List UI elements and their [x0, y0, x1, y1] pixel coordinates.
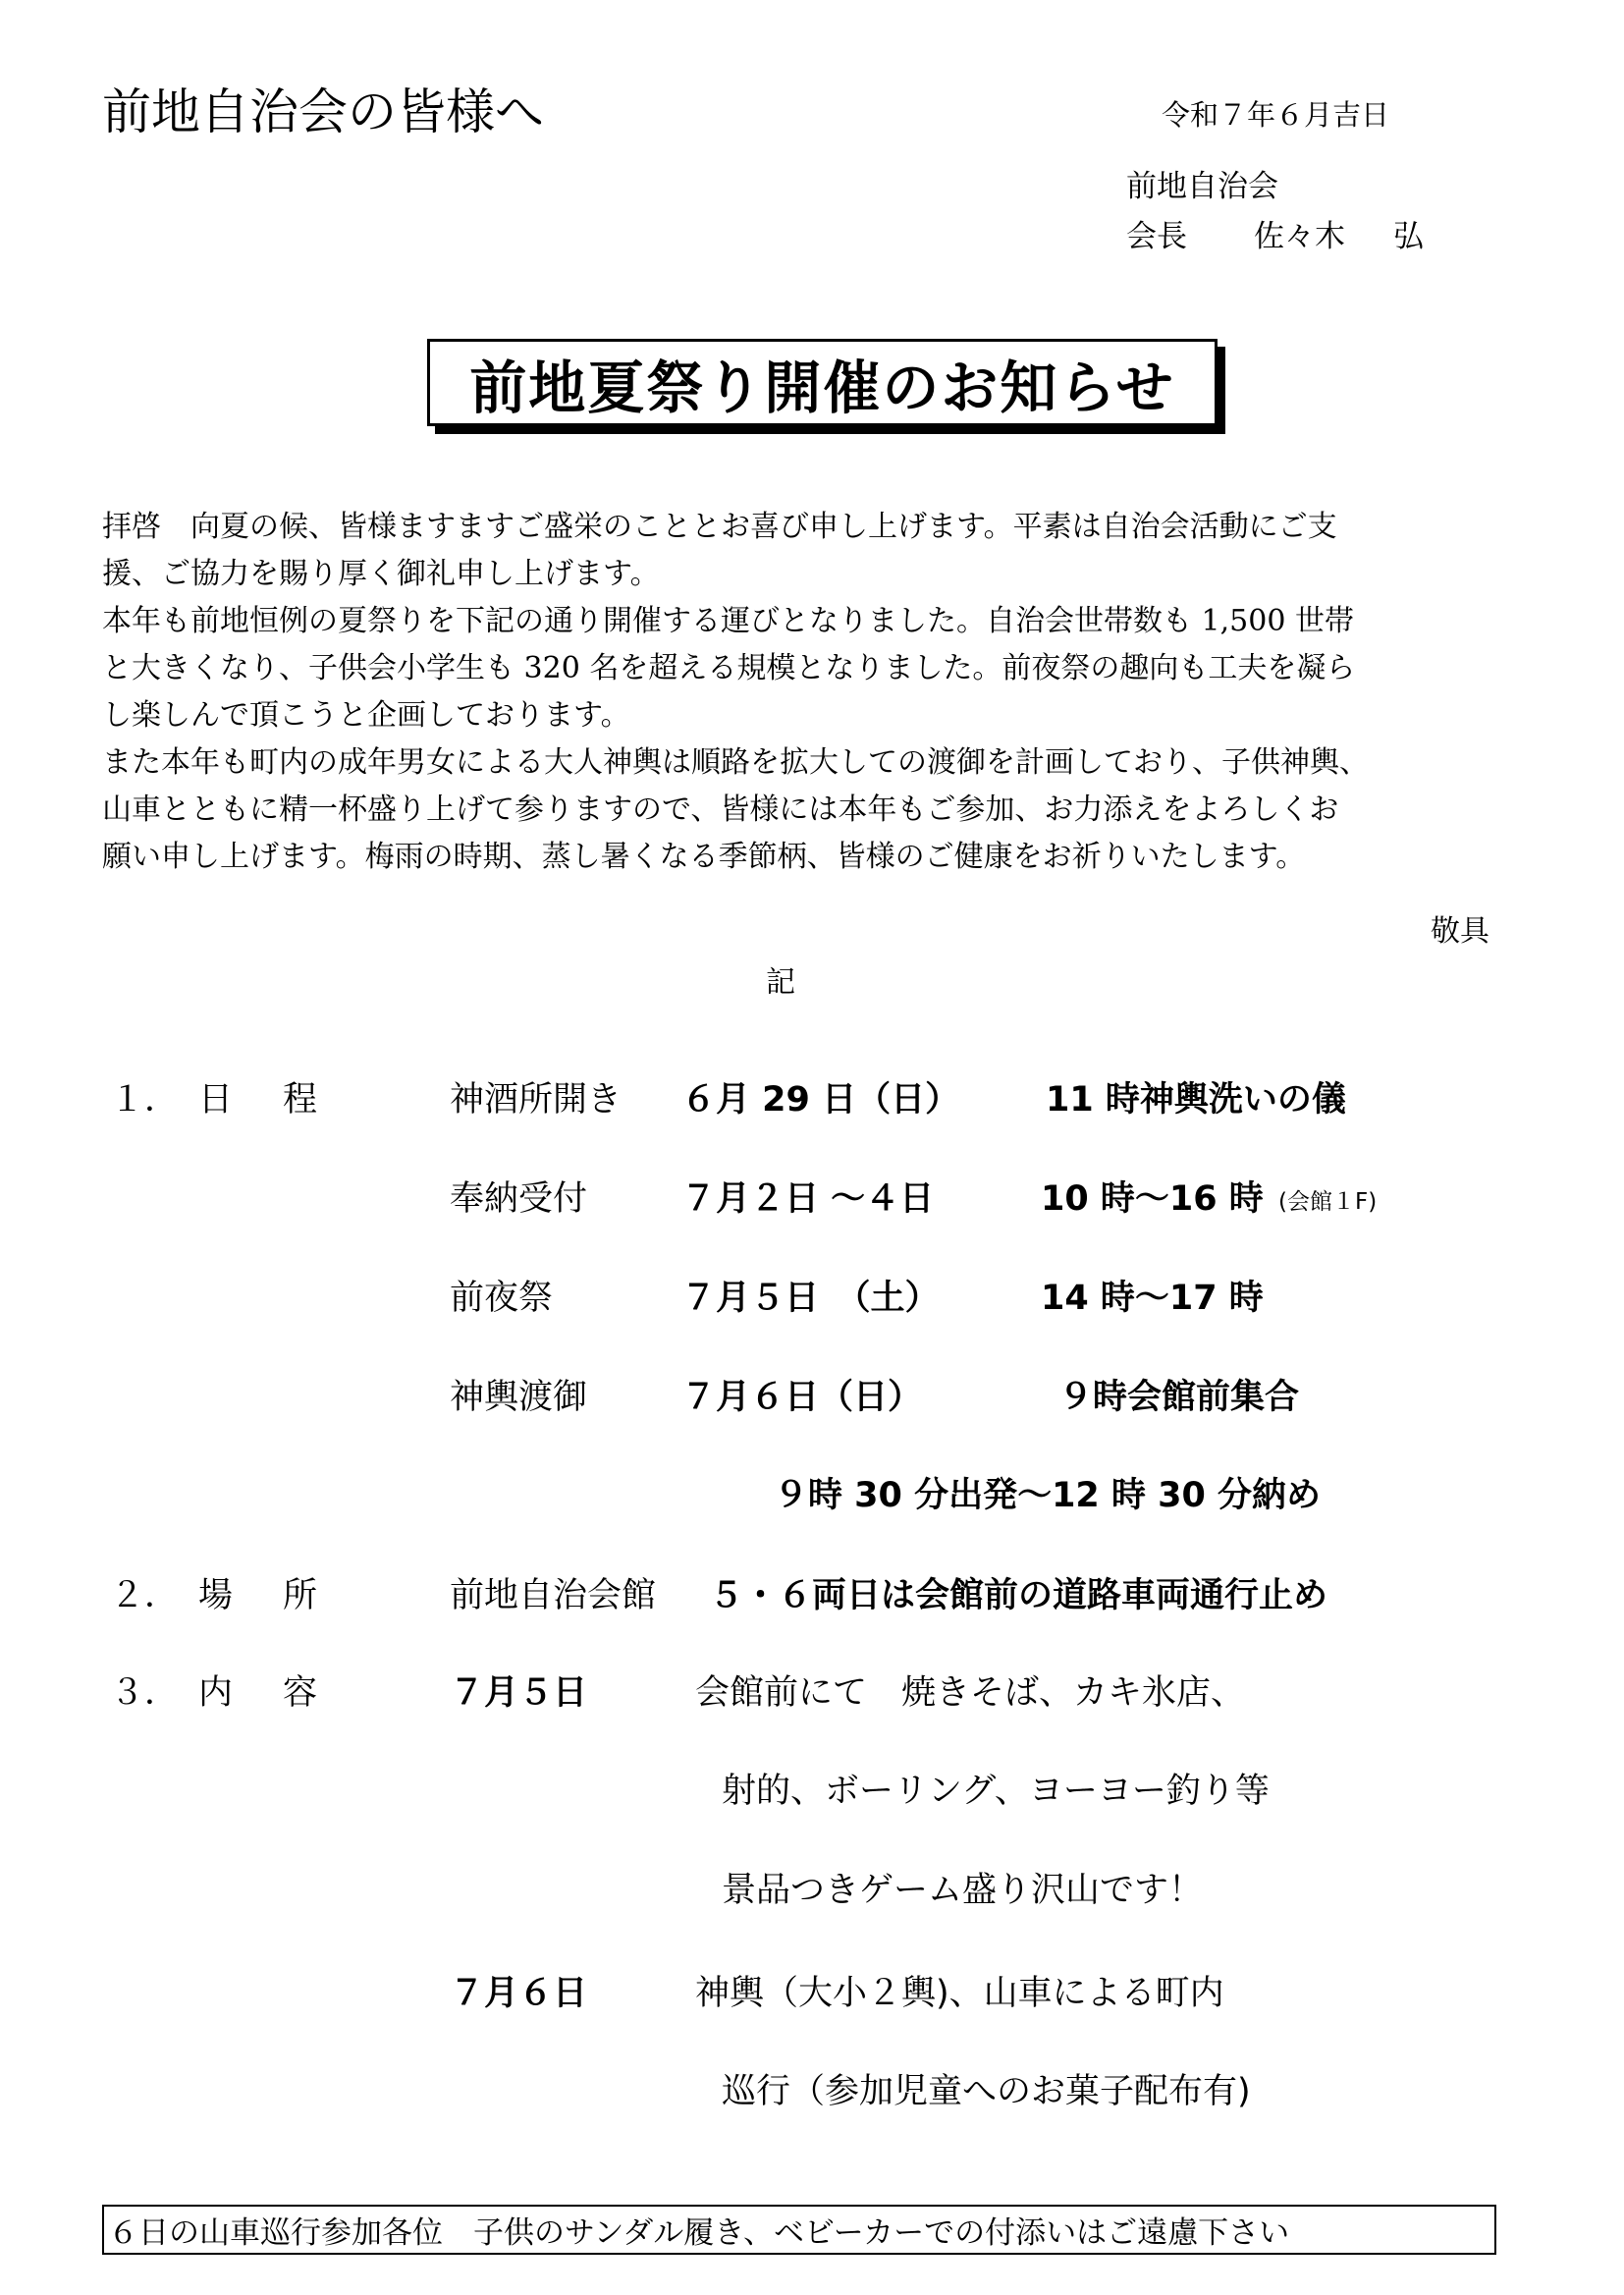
- notice-box: [102, 2205, 1496, 2255]
- schedule-event-time: 14 時～17 時: [1041, 1279, 1264, 1318]
- schedule-event-note: (会館１F): [1278, 1189, 1378, 1215]
- schedule-event-date: ７月６日（日）: [681, 1378, 923, 1417]
- section-label-char: 場: [198, 1576, 234, 1615]
- section-place-label: [110, 1568, 317, 1617]
- sender-president: [1126, 211, 1424, 255]
- section-number: ２．: [110, 1576, 180, 1615]
- content-day2-date: ７月６日: [450, 1974, 588, 2013]
- body-line: また本年も町内の成年男女による大人神輿は順路を拡大しての渡御を計画しており、子供神輿、: [102, 745, 1369, 780]
- schedule-event-date: ６月 29 日（日）: [681, 1080, 960, 1120]
- addressee-heading: 前地自治会の皆様へ: [102, 83, 544, 140]
- section-number: １．: [110, 1080, 180, 1120]
- body-line: し楽しんで頂こうと企画しております。: [102, 698, 630, 733]
- section-label-char: 日: [198, 1080, 234, 1120]
- body-line: 山車とともに精一杯盛り上げて参りますので、皆様には本年もご参加、お力添えをよろしくお: [102, 792, 1339, 827]
- body-line: と大きくなり、子供会小学生も 320 名を超える規模となりました。前夜祭の趣向も工夫を凝ら: [102, 651, 1356, 685]
- content-day2-line: 巡行（参加児童へのお菓子配布有): [722, 2072, 1251, 2111]
- schedule-event-time: ９時会館前集合: [1058, 1378, 1300, 1417]
- president-role: 会長: [1126, 219, 1187, 254]
- body-line: 本年も前地恒例の夏祭りを下記の通り開催する運びとなりました。自治会世帯数も 1,500 世帯: [102, 604, 1354, 638]
- body-line: 願い申し上げます。梅雨の時期、蒸し暑くなる季節柄、皆様のご健康をお祈りいたします。: [102, 840, 1306, 874]
- schedule-event-time: 11 時神輿洗いの儀: [1046, 1080, 1346, 1120]
- sender-organization: 前地自治会: [1126, 169, 1278, 204]
- schedule-event-name: 奉納受付: [450, 1179, 588, 1219]
- schedule-event-time: 10 時～16 時: [1041, 1179, 1264, 1219]
- section-label-char: 容: [283, 1673, 318, 1713]
- section-schedule-label: [110, 1072, 317, 1121]
- schedule-event-date: ７月２日 ～４日: [681, 1179, 935, 1219]
- body-line: 援、ご協力を賜り厚く御礼申し上げます。: [102, 557, 660, 591]
- schedule-event-name: 神酒所開き: [450, 1080, 623, 1120]
- notice-text: ６日の山車巡行参加各位 子供のサンダル履き、ベビーカーでの付添いはご遠慮下さい: [108, 2215, 1290, 2251]
- section-content-label: [110, 1666, 317, 1715]
- issue-date: 令和７年６月吉日: [1162, 98, 1390, 132]
- place-note: ５・６両日は会館前の道路車両通行止め: [709, 1576, 1328, 1615]
- closing-keigu: 敬具: [1431, 914, 1489, 949]
- president-surname: 佐々木: [1254, 219, 1345, 254]
- schedule-event-name: 神輿渡御: [450, 1378, 588, 1417]
- greeting-body: [102, 504, 1501, 881]
- content-day1-date: ７月５日: [450, 1673, 588, 1713]
- section-number: ３．: [110, 1673, 180, 1713]
- president-given-name: 弘: [1393, 219, 1424, 254]
- schedule-event-name: 前夜祭: [450, 1279, 554, 1318]
- page-title: 前地夏祭り開催のお知らせ: [469, 354, 1175, 421]
- place-value: 前地自治会館: [450, 1576, 657, 1615]
- body-line: 拝啓 向夏の候、皆様ますますご盛栄のこととお喜び申し上げます。平素は自治会活動にご支: [102, 510, 1337, 544]
- schedule-extra: ９時 30 分出発～12 時 30 分納め: [774, 1476, 1322, 1515]
- content-day1-line: 会館前にて 焼きそば、カキ氷店、: [695, 1673, 1246, 1713]
- section-label-char: 内: [198, 1673, 234, 1713]
- section-label-char: 所: [283, 1576, 318, 1615]
- content-day1-line: 景品つきゲーム盛り沢山です！: [722, 1871, 1204, 1910]
- content-day1-line: 射的、ボーリング、ヨーヨー釣り等: [722, 1772, 1270, 1811]
- content-day2-line: 神輿（大小２輿)、山車による町内: [695, 1974, 1224, 2013]
- schedule-event-date: ７月５日 （土）: [681, 1279, 940, 1318]
- section-label-char: 程: [283, 1080, 318, 1120]
- ki-heading: 記: [766, 965, 795, 1000]
- title-box: [427, 339, 1218, 426]
